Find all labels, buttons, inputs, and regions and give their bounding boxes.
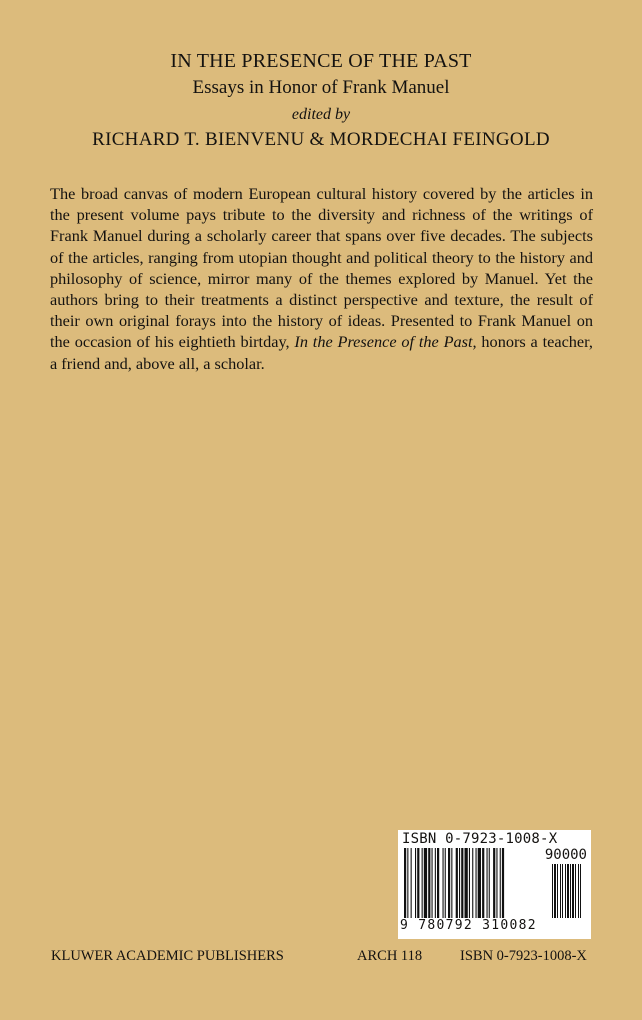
barcode-addon-bar [554,864,556,918]
barcode-bar [417,848,419,918]
series-number: ARCH 118 [357,948,423,964]
barcode-bar [424,848,427,918]
footer-isbn: ISBN 0-7923-1008-X [460,948,587,964]
barcode-bar [428,848,430,918]
barcode-addon-bar [575,864,576,918]
barcode-bar [472,848,473,918]
barcode-bar [415,848,416,918]
barcode-bar [502,848,504,918]
book-subtitle: Essays in Honor of Frank Manuel [192,77,450,98]
barcode-addon-bar [552,864,553,918]
barcode-addon-bar [562,864,563,918]
blurb-italic-title: In the Presence of the Past, [294,332,477,352]
barcode-bar [437,848,439,918]
barcode-bar [461,848,463,918]
barcode-bar [489,848,490,918]
barcode-bar [422,848,423,918]
barcode-bar [411,848,412,918]
barcode-bar [478,848,481,918]
editors: RICHARD T. BIENVENU & MORDECHAI FEINGOLD [92,129,550,150]
isbn-barcode [398,830,591,939]
barcode-bar [451,848,452,918]
barcode-addon-number: 90000 [544,847,587,863]
barcode-addon-bar [570,864,571,918]
barcode-bar [493,848,495,918]
barcode-ean-digits: 9 780792 310082 [400,918,537,933]
barcode-bar [445,848,446,918]
blurb-part-2: honors a teacher, a friend and, above all, a scholar. [50,332,594,373]
barcode-bar [469,848,470,918]
barcode-addon-bar [565,864,566,918]
barcode-bar [432,848,433,918]
blurb-text [50,183,593,374]
barcode-bar [459,848,460,918]
barcode-bar [476,848,477,918]
barcode-addon-bar [567,864,569,918]
barcode-bar [500,848,501,918]
barcode-bar [482,848,484,918]
barcode-bar [496,848,497,918]
barcode-addon-bar [572,864,574,918]
barcode-bar [404,848,406,918]
barcode-addon-bar [560,864,561,918]
barcode-bar [465,848,468,918]
barcode-bar [487,848,488,918]
publisher-name: KLUWER ACADEMIC PUBLISHERS [51,948,284,964]
edited-by-label: edited by [291,106,351,123]
barcode-addon-bar [557,864,558,918]
book-title: IN THE PRESENCE OF THE PAST [170,50,472,72]
barcode-bar [443,848,444,918]
barcode-bar [456,848,458,918]
blurb-part-1: The broad canvas of modern European cultural history covered by the articles in the present volume pays tribute to the diversity and richness of the writings of Frank Manuel during a scholarly career that spans over five decades. The subjects of the articles, ranging from utopian thought and political theory to the history and philosophy of science, mirror many of the themes explored by Manuel. Yet the authors bring to their treatments a distinct perspective and texture, the result of their own original forays into the history of ideas. Presented to Frank Manuel on the occasion of his eightieth birtday, [50,184,593,352]
barcode-bar [448,848,450,918]
barcode-bar [407,848,408,918]
barcode-addon-bar [580,864,581,918]
barcode-bar [435,848,436,918]
barcode-isbn-label: ISBN 0-7923-1008-X [402,831,558,847]
barcode-addon-bar [578,864,579,918]
